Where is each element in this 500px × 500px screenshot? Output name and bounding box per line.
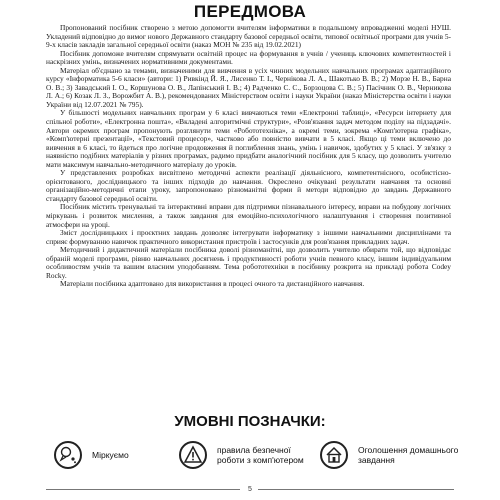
paragraph: Матеріали посібника адаптовано для використання в процесі очного та дистанційного навчання. <box>60 279 365 289</box>
preface-body <box>46 24 451 426</box>
legend-label: Міркуємо <box>92 450 129 460</box>
legend-label: правила безпечної роботи з комп'ютером <box>217 445 304 465</box>
legend <box>54 432 459 478</box>
legend-item-safety <box>179 432 319 478</box>
footer-divider <box>258 489 454 490</box>
page-number: 5 <box>248 486 252 493</box>
legend-title: УМОВНІ ПОЗНАЧКИ: <box>174 413 326 430</box>
paragraph: Методичний і дидактичний матеріали посібника доволі різноманітні, що дозволить учителю обирати той, що відповідає обраній моделі програми, рівню навчальних досягнень і продуктивності роботи учнів певного класу, іншим індивідуальним особливостям учнів та вашим власним уподобанням. Тема робототехніки в посібнику розкрита на прикладі робота Codey Rocky. <box>46 245 451 280</box>
legend-item-homework <box>320 432 460 478</box>
paragraph: Матеріал об'єднано за темами, визначеними для вивчення в усіх чинних модельних навчальних програмах адаптаційного курсу «Інформатика 5-6 класи» (автори: 1) Ривкінд Й. Я., Лисенко Т. І., Чернікова Л. А., Шакотько В. В.; 2) Морзе Н. В., Барна О. В.; 3) Завадський І. О., Коршунова О. В., Лапінський І. В.; 4) Радченко С. С., Борзоцова С. В.; 5) Пасічник О. В., Черникова Л. А.; 6) Козак Л. З., Ворожбит А. В.), рекомендованих Міністерством освіти і науки України (наказ Міністерства освіти і науки України від 12.07.2021 № 795). <box>46 65 451 109</box>
paragraph: Пропонований посібник створено з метою допомогти вчителям інформатики в подальшому впровадженні моделі НУШ. Укладений відповідно до вимог нового Державного стандарту базової середньої освіти, типової освітньої програми для учнів 5-9-х класів закладів загальної середньої освіти (наказ МОН № 235 від 19.02.2021) <box>46 24 451 50</box>
paragraph: Посібник містить тренувальні та інтерактивні вправи для підтримки пізнавального інтересу, вправи на побудову логічних міркувань і розвиток мислення, а також завдання для емоційно-психологічного налаштування і створення позитивної атмосфери на уроці. <box>46 202 451 229</box>
paragraph: У представлених розробках висвітлено методичні аспекти реалізації діяльнісного, компетентнісного, особистісно-орієнтованого, дослідницького та інших підходів до навчання. Окреслено очікувані результати навчання та основні організаційно-методичні етапи уроку, запропоновано різноманітні форми й методи відповідно до завдань Державного стандарту базової середньої освіти. <box>46 168 451 203</box>
paragraph: У більшості модельних навчальних програм у 6 класі вивчаються теми «Електронні таблиці», «Ресурси інтернету для спільної роботи», «Електронна пошта», «Вкладені алгоритмічні структури», «Розв'язання задач методом поділу на підзадачі». Автори окремих програм пропонують розглянути теми «Робототехніка», а окремі теми, зокрема «Комп'ютерна графіка», «Комп'ютерні презентації», «Текстовий процесор», частково або повністю вивчати в 5 класі. Якщо ці теми включено до вивчення в 6 класі, то йдеться про логічне продовження й поглиблення знань, умінь і навичок, здобутих у 5 класі. У зв'язку з наявністю подібних матеріалів у різних програмах, радимо придбати аналогічний посібник для 5 класу, що дозволить учителю мати максимум навчально-методичного матеріалу до уроків. <box>46 108 451 169</box>
homework-icon <box>320 441 348 469</box>
safety-icon <box>179 441 207 469</box>
paragraph: Посібник допоможе вчителям спрямувати освітній процес на формування в учнів / учениць ключових компетентностей і наскрізних умінь, визначених нормативними документами. <box>46 48 451 67</box>
legend-item-think <box>54 432 164 478</box>
page-title: ПЕРЕДМОВА <box>193 2 307 21</box>
paragraph: Зміст дослідницьких і проєктних завдань дозволяє інтегрувати інформатику з іншими навчальними дисциплінами та сприяє формуванню навичок практичного використання пристроїв і застосунків для розв'язання прикладних задач. <box>46 228 451 246</box>
think-icon <box>54 441 82 469</box>
legend-label: Оголошення домашнього завдання <box>358 445 459 465</box>
